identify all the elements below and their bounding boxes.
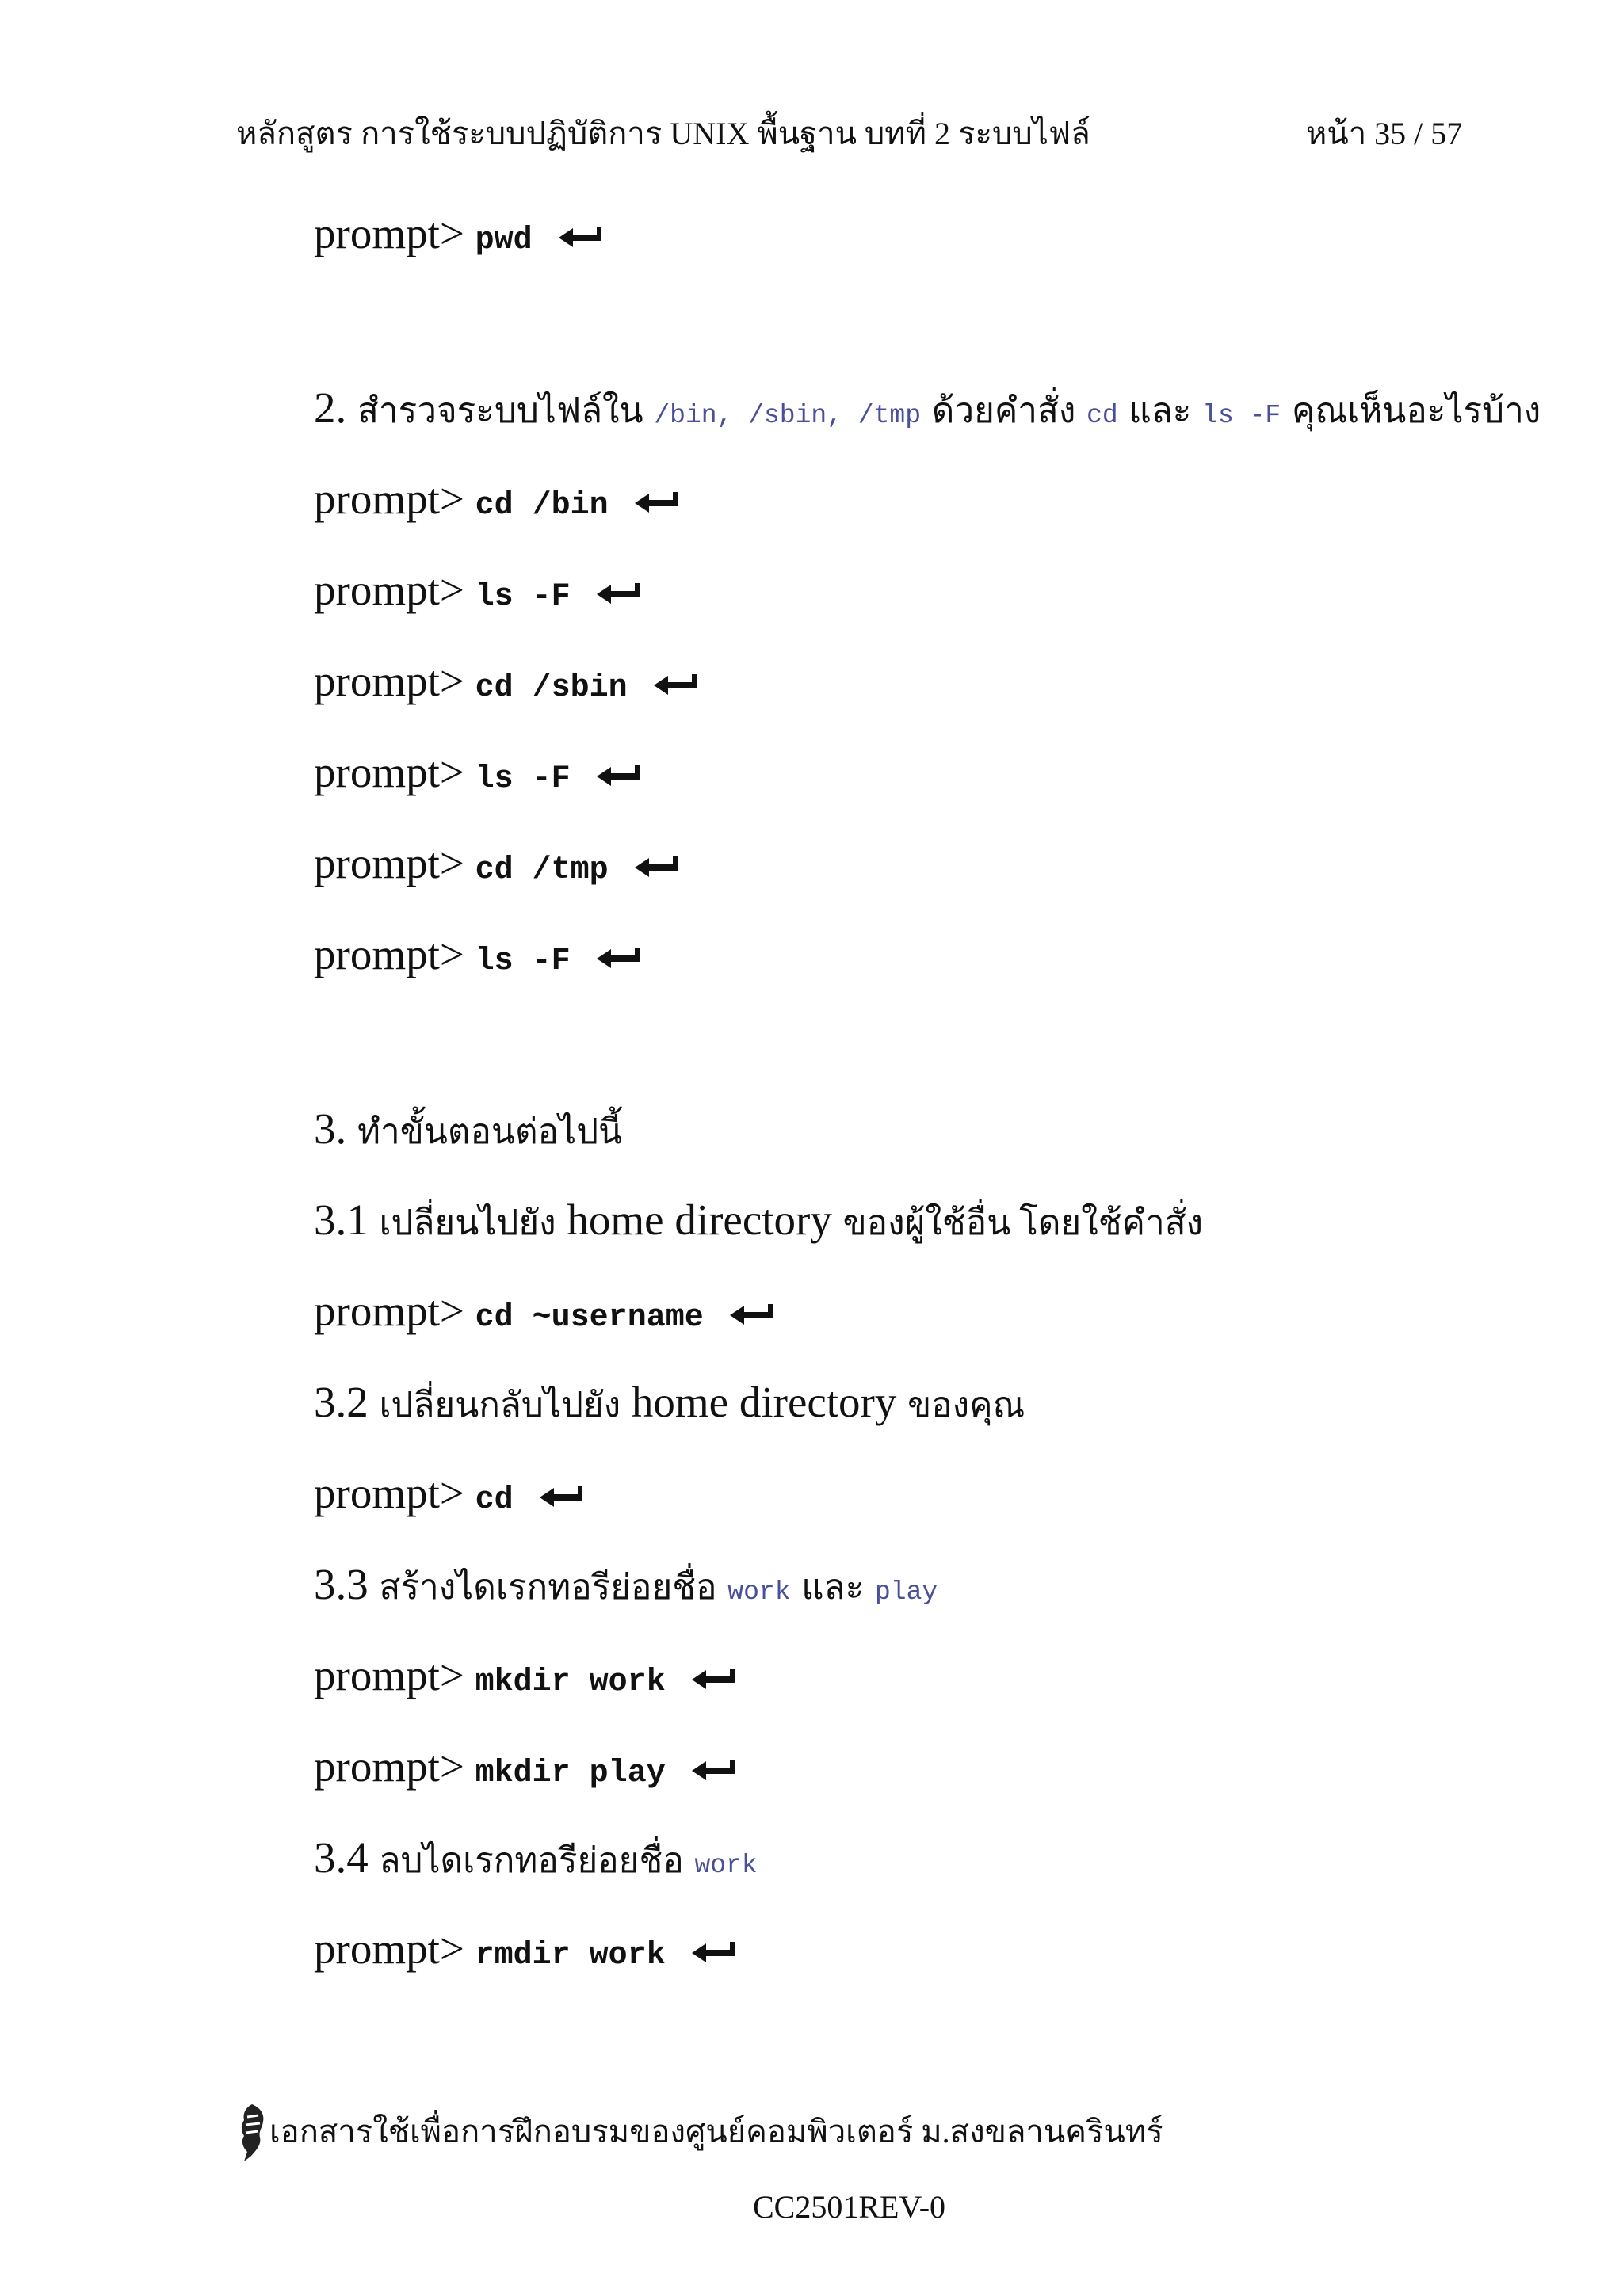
step-number: 3. (314, 1104, 347, 1153)
university-emblem-icon (236, 2101, 268, 2164)
code-dirs: /bin, /sbin, /tmp (654, 401, 922, 430)
command-line (314, 927, 641, 990)
command-text: mkdir play (475, 1756, 666, 1791)
prompt-label: prompt> (314, 657, 464, 705)
command-text: ls -F (475, 761, 571, 797)
command-text: mkdir work (475, 1665, 666, 1700)
command-text: pwd (475, 223, 533, 258)
prompt-label: prompt> (314, 1742, 464, 1791)
command-line (314, 471, 679, 534)
step-text: ลบไดเรกทอรีย่อยชื่อ (379, 1841, 684, 1880)
command-text: ls -F (475, 579, 571, 615)
command-text: rmdir work (475, 1938, 666, 1974)
footer-note: เอกสารใช้เพื่อการฝึกอบรมของศูนย์คอมพิวเตอร์ ม.สงขลานครินทร์ (269, 2114, 1163, 2149)
prompt-label: prompt> (314, 566, 464, 614)
command-line (314, 1466, 584, 1528)
prompt-label: prompt> (314, 1469, 464, 1517)
prompt-label: prompt> (314, 839, 464, 887)
command-text: cd (475, 1482, 514, 1518)
step-text: สำรวจระบบไฟล์ใน (357, 391, 643, 430)
step-text: ของผู้ใช้อื่น โดยใช้คำสั่ง (842, 1203, 1204, 1242)
step-text: เปลี่ยนกลับไปยัง (379, 1386, 621, 1425)
prompt-label: prompt> (314, 1651, 464, 1699)
substep-number: 3.2 (314, 1378, 369, 1426)
enter-key-icon (632, 853, 679, 882)
command-text: ls -F (475, 944, 571, 979)
command-text: cd ~username (475, 1300, 704, 1336)
prompt-label: prompt> (314, 475, 464, 523)
command-text: cd /tmp (475, 852, 609, 888)
enter-key-icon (537, 1483, 584, 1512)
step-text: สร้างไดเรกทอรีย่อยชื่อ (379, 1568, 717, 1607)
command-line (314, 654, 698, 716)
code-ls: ls -F (1202, 401, 1281, 430)
substep-number: 3.3 (314, 1560, 369, 1608)
enter-key-icon (689, 1756, 736, 1785)
header-course-title: หลักสูตร การใช้ระบบปฏิบัติการ UNIX พื้นฐาน บทที่ 2 ระบบไฟล์ (236, 116, 1090, 151)
code-work: work (694, 1851, 758, 1880)
step-text: คุณเห็นอะไรบ้าง (1291, 391, 1541, 430)
command-line (314, 1739, 736, 1802)
enter-key-icon (594, 580, 641, 608)
step-text: ด้วยคำสั่ง (931, 391, 1076, 430)
prompt-label: prompt> (314, 209, 464, 257)
substep-number: 3.4 (314, 1833, 369, 1882)
step-text: home directory (631, 1378, 897, 1426)
substep-number: 3.1 (314, 1196, 369, 1244)
enter-key-icon (556, 223, 603, 252)
enter-key-icon (632, 489, 679, 517)
command-text: cd /bin (475, 488, 609, 524)
step-text: และ (801, 1568, 865, 1607)
step-3-1-instruction (314, 1192, 1203, 1251)
step-text: ทำขั้นตอนต่อไปนี้ (357, 1112, 623, 1151)
code-work: work (727, 1577, 791, 1607)
command-line-pwd (314, 206, 603, 269)
step-2-instruction (314, 380, 1541, 444)
enter-key-icon (651, 671, 698, 700)
command-line (314, 1283, 774, 1346)
prompt-label: prompt> (314, 1924, 464, 1973)
step-3-2-instruction (314, 1375, 1025, 1433)
enter-key-icon (689, 1939, 736, 1967)
command-text: cd /sbin (475, 670, 628, 706)
step-3-3-instruction (314, 1557, 938, 1620)
step-text: ของคุณ (907, 1386, 1025, 1425)
enter-key-icon (689, 1665, 736, 1694)
command-line (314, 1648, 736, 1711)
command-line (314, 836, 679, 898)
command-line (314, 1921, 736, 1984)
enter-key-icon (594, 944, 641, 973)
enter-key-icon (594, 762, 641, 791)
step-number: 2. (314, 383, 347, 432)
enter-key-icon (727, 1301, 774, 1329)
step-3-title (314, 1101, 622, 1160)
step-3-4-instruction (314, 1830, 758, 1894)
prompt-label: prompt> (314, 930, 464, 978)
step-text: และ (1128, 391, 1192, 430)
code-cd: cd (1086, 401, 1118, 430)
header-page-number: หน้า 35 / 57 (1306, 116, 1463, 151)
document-code: CC2501REV-0 (753, 2189, 946, 2225)
step-text: home directory (567, 1196, 832, 1244)
prompt-label: prompt> (314, 748, 464, 796)
prompt-label: prompt> (314, 1287, 464, 1335)
command-line (314, 745, 641, 807)
code-play: play (874, 1577, 938, 1607)
command-line (314, 563, 641, 625)
step-text: เปลี่ยนไปยัง (379, 1203, 556, 1242)
